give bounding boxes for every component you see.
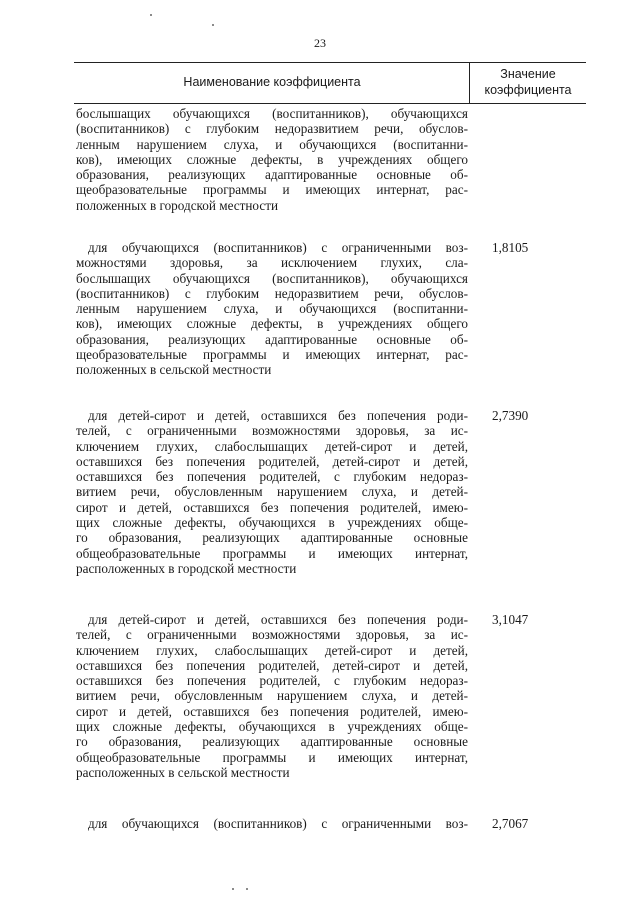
row-text-line: щеобразовательные программы и имеющих интернат, рас- [76, 182, 468, 198]
row-text-line: сирот и детей, оставшихся без попечения родителей, имею- [76, 499, 468, 515]
header-value-line1: Значение [500, 67, 556, 81]
row-text-line: образования, реализующих адаптированные основные об- [76, 167, 468, 183]
row-text-line: ленным нарушением слуха, и обучающихся (воспитанни- [76, 136, 468, 152]
row-text-line: витием речи, обусловленным нарушением слуха, и детей- [76, 484, 468, 500]
row-text-line: ков), имеющих сложные дефекты, в учреждениях общего [76, 316, 468, 332]
row-text-line: телей, с ограниченными возможностями здоровья, за ис- [76, 423, 468, 439]
row-text-line: оставшихся без попечения родителей, детей-сирот и детей, [76, 453, 468, 469]
page-number: 23 [314, 36, 326, 50]
row-text-line: общеобразовательные программы и имеющих интернат, [76, 749, 468, 765]
row-text-line: телей, с ограниченными возможностями здоровья, за ис- [76, 627, 468, 643]
coefficient-value: 3,1047 [492, 612, 529, 627]
row-text-line: оставшихся без попечения родителей, детей-сирот и детей, [76, 657, 468, 673]
row-text-line: ключением глухих, слабослышащих детей-сирот и детей, [76, 642, 468, 658]
scan-speck [246, 888, 248, 890]
coefficient-value: 2,7390 [492, 408, 529, 423]
table-row [76, 816, 468, 831]
row-text-line: щих сложные дефекты, обучающихся в учреждениях обще- [76, 515, 468, 531]
scan-speck [212, 24, 214, 26]
row-text-line: сирот и детей, оставшихся без попечения родителей, имею- [76, 703, 468, 719]
coefficient-value: 2,7067 [492, 816, 529, 831]
row-text-line: оставшихся без попечения родителей, с глубоким недораз- [76, 673, 468, 689]
scan-speck [232, 888, 234, 890]
row-text-line: щеобразовательные программы и имеющих интернат, рас- [76, 347, 468, 363]
row-text-line: положенных в городской местности [76, 197, 279, 213]
row-text-line: ков), имеющих сложные дефекты, в учреждениях общего [76, 151, 468, 167]
table-row [76, 240, 468, 378]
row-text-line: общеобразовательные программы и имеющих интернат, [76, 545, 468, 561]
header-coefficient-value [472, 66, 584, 98]
row-text-line: (воспитанников) с глубоким недоразвитием речи, обуслов- [76, 285, 468, 301]
header-coefficient-name: Наименование коэффициента [183, 75, 361, 89]
table-row [76, 612, 468, 780]
row-text-line: расположенных в городской местности [76, 560, 297, 576]
row-text-line: бослышащих обучающихся (воспитанников), обучающихся [76, 270, 468, 286]
row-text-line: для детей-сирот и детей, оставшихся без попечения роди- [88, 612, 468, 627]
row-text-line: образования, реализующих адаптированные основные об- [76, 331, 468, 347]
table-row [76, 408, 468, 576]
header-value-line2: коэффициента [484, 83, 572, 97]
row-text-line: ленным нарушением слуха, и обучающихся (воспитанни- [76, 301, 468, 317]
row-text-line: бослышащих обучающихся (воспитанников), обучающихся [76, 106, 468, 121]
row-text-line: для детей-сирот и детей, оставшихся без попечения роди- [88, 408, 468, 423]
row-text-line: расположенных в сельской местности [76, 764, 290, 780]
column-divider [469, 62, 470, 103]
row-text-line: щих сложные дефекты, обучающихся в учреждениях обще- [76, 719, 468, 735]
coefficient-value: 1,8105 [492, 240, 529, 255]
row-text-line: для обучающихся (воспитанников) с ограниченными воз- [88, 816, 468, 831]
row-text-line: го образования, реализующих адаптированные основные [76, 734, 468, 750]
row-text-line: положенных в сельской местности [76, 362, 272, 378]
row-text-line: для обучающихся (воспитанников) с ограниченными воз- [88, 240, 468, 255]
row-text-line: витием речи, обусловленным нарушением слуха, и детей- [76, 688, 468, 704]
row-text-line: ключением глухих, слабослышащих детей-сирот и детей, [76, 438, 468, 454]
scan-speck [150, 14, 152, 16]
table-row [76, 106, 468, 213]
row-text-line: го образования, реализующих адаптированные основные [76, 530, 468, 546]
row-text-line: оставшихся без попечения родителей, с глубоким недораз- [76, 469, 468, 485]
row-text-line: можностями здоровья, за исключением глухих, сла- [76, 255, 468, 271]
row-text-line: (воспитанников) с глубоким недоразвитием речи, обуслов- [76, 121, 468, 137]
